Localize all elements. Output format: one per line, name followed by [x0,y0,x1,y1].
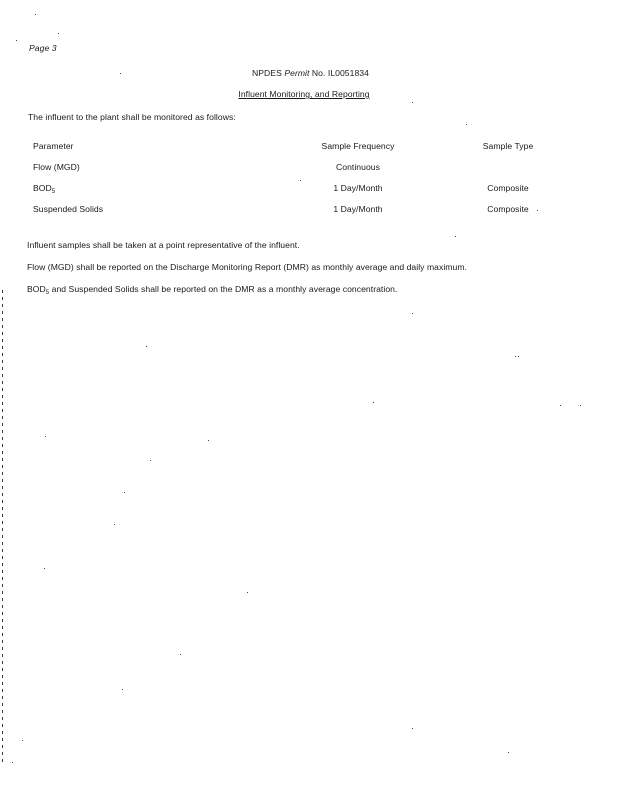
note-bod-reporting [27,284,397,295]
scan-speck [537,210,538,211]
row-frequency: 1 Day/Month [333,183,383,193]
row-parameter-subscript: 5 [51,189,56,195]
scan-edge-line [2,290,3,765]
table-header-row [0,141,621,152]
scan-speck [515,356,516,357]
row-parameter: Suspended Solids [33,204,104,214]
scan-speck [22,740,23,741]
row-frequency: 1 Day/Month [333,204,383,214]
scan-speck [150,460,151,461]
table-row [0,162,621,173]
scan-speck [58,33,59,34]
scan-speck [455,236,456,237]
permit-number: No. IL0051834 [311,68,369,78]
scan-speck [16,40,17,41]
scan-speck [44,568,45,569]
scan-speck [412,728,413,729]
scan-speck [146,346,147,347]
scan-speck [412,313,413,314]
scan-speck [122,689,123,690]
scan-speck [466,124,467,125]
intro-sentence: The influent to the plant shall be monitored as follows: [28,112,236,122]
scan-speck [114,524,115,525]
permit-prefix: NPDES [252,68,282,78]
permit-number-line [0,68,621,79]
scan-speck [560,405,561,406]
scan-speck [373,402,374,403]
scan-speck [247,592,248,593]
scan-speck [45,436,46,437]
scan-speck [120,73,121,74]
table-row [0,183,621,194]
header-parameter: Parameter [33,141,74,151]
note3-pre: BOD [27,284,46,294]
page-number: Page 3 [29,43,57,53]
note3-subscript: 5 [45,290,50,296]
scan-speck [580,405,581,406]
header-frequency: Sample Frequency [321,141,395,151]
scan-speck [180,654,181,655]
row-type: Composite [487,204,529,214]
permit-italic-word: Permit [284,68,310,78]
note-influent-samples: Influent samples shall be taken at a point representative of the influent. [27,240,300,250]
scan-speck [12,762,13,763]
row-type: Composite [487,183,529,193]
scan-speck [35,14,36,15]
header-type: Sample Type [482,141,534,151]
row-parameter: Flow (MGD) [33,162,80,172]
scan-speck [300,180,301,181]
scan-speck [508,752,509,753]
note-flow-reporting: Flow (MGD) shall be reported on the Discharge Monitoring Report (DMR) as monthly average and daily maximum. [27,262,467,272]
section-title: Influent Monitoring, and Reporting [238,89,370,99]
row-parameter-text: BOD [33,183,52,193]
note3-post: and Suspended Solids shall be reported on the DMR as a monthly average concentration. [49,284,398,294]
table-row [0,204,621,215]
scan-speck [412,102,413,103]
scan-speck [124,492,125,493]
row-frequency: Continuous [336,162,380,172]
scan-speck [518,356,519,357]
row-parameter [33,183,55,194]
scan-speck [208,440,209,441]
